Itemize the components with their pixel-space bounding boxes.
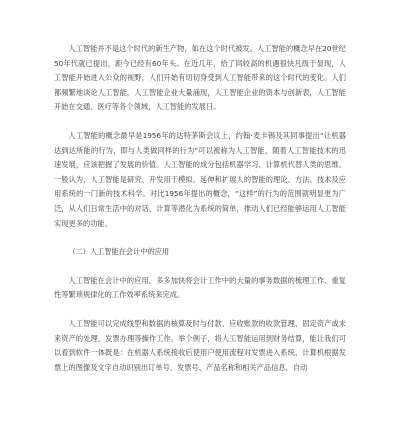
section-heading: （二）人工智能在会计中的应用 xyxy=(68,247,170,257)
body-paragraph-4: 人工智能可以完成线型和数据的核算及时与付款、应收账款的收款管理、固定资产或未来资产的处理，发票办理等操作工作。举个例子，将人工智能运用到财务结算，能让我们可以看到软件一体既是：在机器人系统接收后使用户使用流程对发票进入系统，计算机根据发票上的图像及文字自动识别出订单号、发票号、产品名称和相关产品信息，自动 xyxy=(54,318,346,372)
body-paragraph-1: 人工智能并不是这个时代的新生产物，如在这个时代被发。人工智能的概念早在20世纪50年代就已提出，距今已经有60年头。在近几年，给了同较高的机遇很快凡级于显现，人工智能开始进入公众的视野，人们开始有切切身受到人工智能带来的这个时代的变化。人们都频繁地谈论人工智能。人工智能企业大量涌现，人工智能企业的资本与创新表，人工智能开始在交通、医疗等各个领域，人工智能的发展日。 xyxy=(54,44,346,112)
body-paragraph-3: 人工智能在会计中的应用，多多加快将会计工作中的大量的事务数据的梳理工作、重复性等繁琐规律化的工作效率系统来完成。 xyxy=(54,275,346,300)
body-paragraph-2: 人工智能的概念最早是1956年的达特茅斯会议上，约翰·麦卡锡及其同事提出“让机器达到达所能的行为，即与人类做同样的行为”可以被称为人工智能，随着人工智能技术的迅速发展，应该把握了发展的价值。人工智能的成分包括机器学习、计算机代替人类的思维。一般认为，人工智能是研究、开发用于模拟、延伸和扩展人的智能的理论、方法、技术及应用系统的一门新的技术科学。对比1956年提出的概念，“这样”的行为的范围就明显更为广泛，从人们日常生活中的对话、计算等潜化为系统的简单，推动人们已经能够运用人工智能实现更多的功能。 xyxy=(54,130,346,228)
